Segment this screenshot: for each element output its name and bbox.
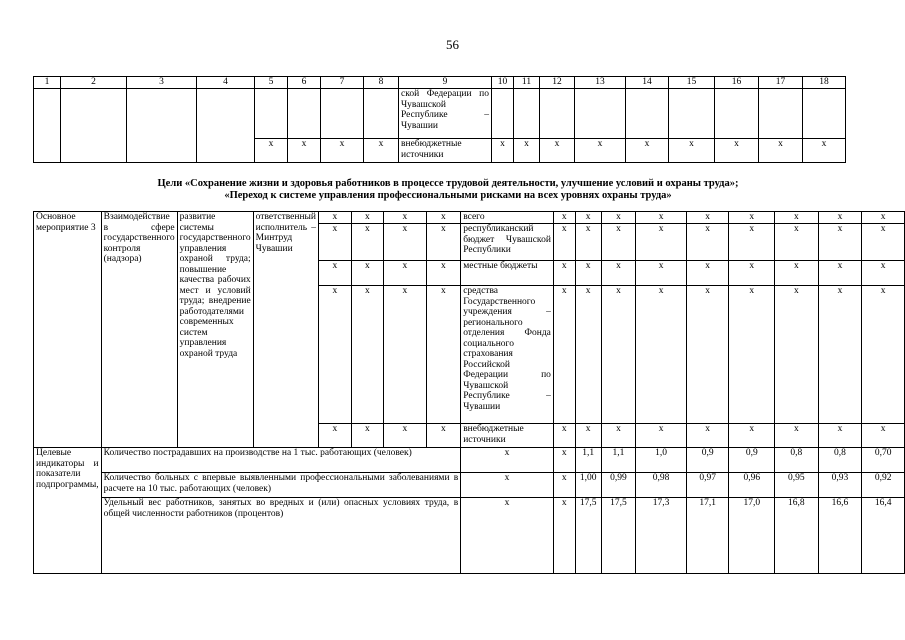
indicator-name-cell: Удельный вес работников, занятых во вредных и (или) опасных условиях труда, в общей численности работников (процентов): [101, 498, 461, 574]
goal-heading: [33, 178, 863, 202]
table-event: [33, 211, 905, 574]
funding-source-cell: ской Федерации по Чувашской Республике – Чувашии: [399, 89, 492, 139]
indicator-name-cell: Количество больных с впервые выявленными профессиональными заболеваниями в расчете на 10 тыс. работающих (человек): [101, 473, 461, 498]
funding-source-cell: средства Государственного учреждения – регионального отделения Фонда социального страхования Российской Федерации по Чувашской Республике – Чувашии: [461, 286, 554, 424]
header-cell: 3: [127, 77, 197, 89]
header-cell: 8: [364, 77, 399, 89]
header-cell: 5: [255, 77, 288, 89]
table-continuation: [33, 76, 846, 163]
indicators-label-cell: Целевые индикаторы и показатели подпрограммы,: [34, 448, 102, 574]
funding-source-cell: всего: [461, 212, 554, 224]
header-cell: 1: [34, 77, 61, 89]
event-subprogram-cell: Взаимодействие в сфере государственного контроля (надзора): [101, 212, 177, 448]
header-cell: 6: [288, 77, 321, 89]
table-row: x x x x республиканский бюджет Чувашской Республики x x x x x x x x x: [34, 224, 905, 261]
funding-source-cell: внебюджетные источники: [461, 424, 554, 448]
header-cell: 10: [492, 77, 514, 89]
table-row: [34, 89, 846, 139]
goal-line-2: «Переход к системе управления профессиональными рисками на всех уровнях охраны труда»: [224, 190, 672, 201]
table-row: Основное мероприятие 3 Взаимодействие в сфере государственного контроля (надзора) развитие системы государственного управления охраной труда; повышение качества рабочих мест и условий труда; внедрение работодателями современных систем управления охраной труда ответственный исполнитель – Минтруд Чувашии x x x x всего x x x x x x x x x: [34, 212, 905, 224]
table-row: x x x x местные бюджеты x x x x x x x x x: [34, 261, 905, 286]
header-cell: 14: [626, 77, 669, 89]
header-cell: 7: [321, 77, 364, 89]
header-cell: 4: [197, 77, 255, 89]
indicator-row: Целевые индикаторы и показатели подпрограммы, Количество пострадавших на производстве на 1 тыс. работающих (человек) x x 1,1 1,1 1,0 0,9 0,9 0,8 0,8 0,70: [34, 448, 905, 473]
header-cell: 12: [540, 77, 575, 89]
table-row: x x x x средства Государственного учреждения – регионального отделения Фонда социального страхования Российской Федерации по Чувашской Республике – Чувашии x x x x x x x x x: [34, 286, 905, 424]
page-number: 56: [446, 37, 459, 52]
funding-source-cell: внебюджетные источники: [399, 139, 492, 163]
event-tasks-cell: развитие системы государственного управления охраной труда; повышение качества рабочих мест и условий труда; внедрение работодателями современных систем управления охраной труда: [177, 212, 253, 448]
header-cell: 17: [759, 77, 803, 89]
header-cell: 13: [575, 77, 626, 89]
event-name-cell: Основное мероприятие 3: [34, 212, 102, 448]
table-row: x x x x внебюджетные источники x x x x x x x x x: [34, 139, 846, 163]
header-cell: 9: [399, 77, 492, 89]
header-cell: 16: [715, 77, 759, 89]
funding-source-cell: местные бюджеты: [461, 261, 554, 286]
header-row: [34, 77, 846, 89]
header-cell: 15: [669, 77, 715, 89]
event-executor-cell: ответственный исполнитель – Минтруд Чувашии: [253, 212, 318, 448]
funding-source-cell: республиканский бюджет Чувашской Республики: [461, 224, 554, 261]
goal-line-1: Цели «Сохранение жизни и здоровья работников в процессе трудовой деятельности, улучшение условий и охраны труда»;: [157, 178, 739, 189]
header-cell: 2: [61, 77, 127, 89]
table-row: x x x x внебюджетные источники x x x x x x x x x: [34, 424, 905, 448]
indicator-row: Удельный вес работников, занятых во вредных и (или) опасных условиях труда, в общей численности работников (процентов) x x 17,5 17,5 17,3 17,1 17,0 16,8 16,6 16,4: [34, 498, 905, 574]
indicator-row: Количество больных с впервые выявленными профессиональными заболеваниями в расчете на 10 тыс. работающих (человек) x x 1,00 0,99 0,98 0,97 0,96 0,95 0,93 0,92: [34, 473, 905, 498]
header-cell: 11: [514, 77, 540, 89]
header-cell: 18: [803, 77, 846, 89]
indicator-name-cell: Количество пострадавших на производстве на 1 тыс. работающих (человек): [101, 448, 461, 473]
